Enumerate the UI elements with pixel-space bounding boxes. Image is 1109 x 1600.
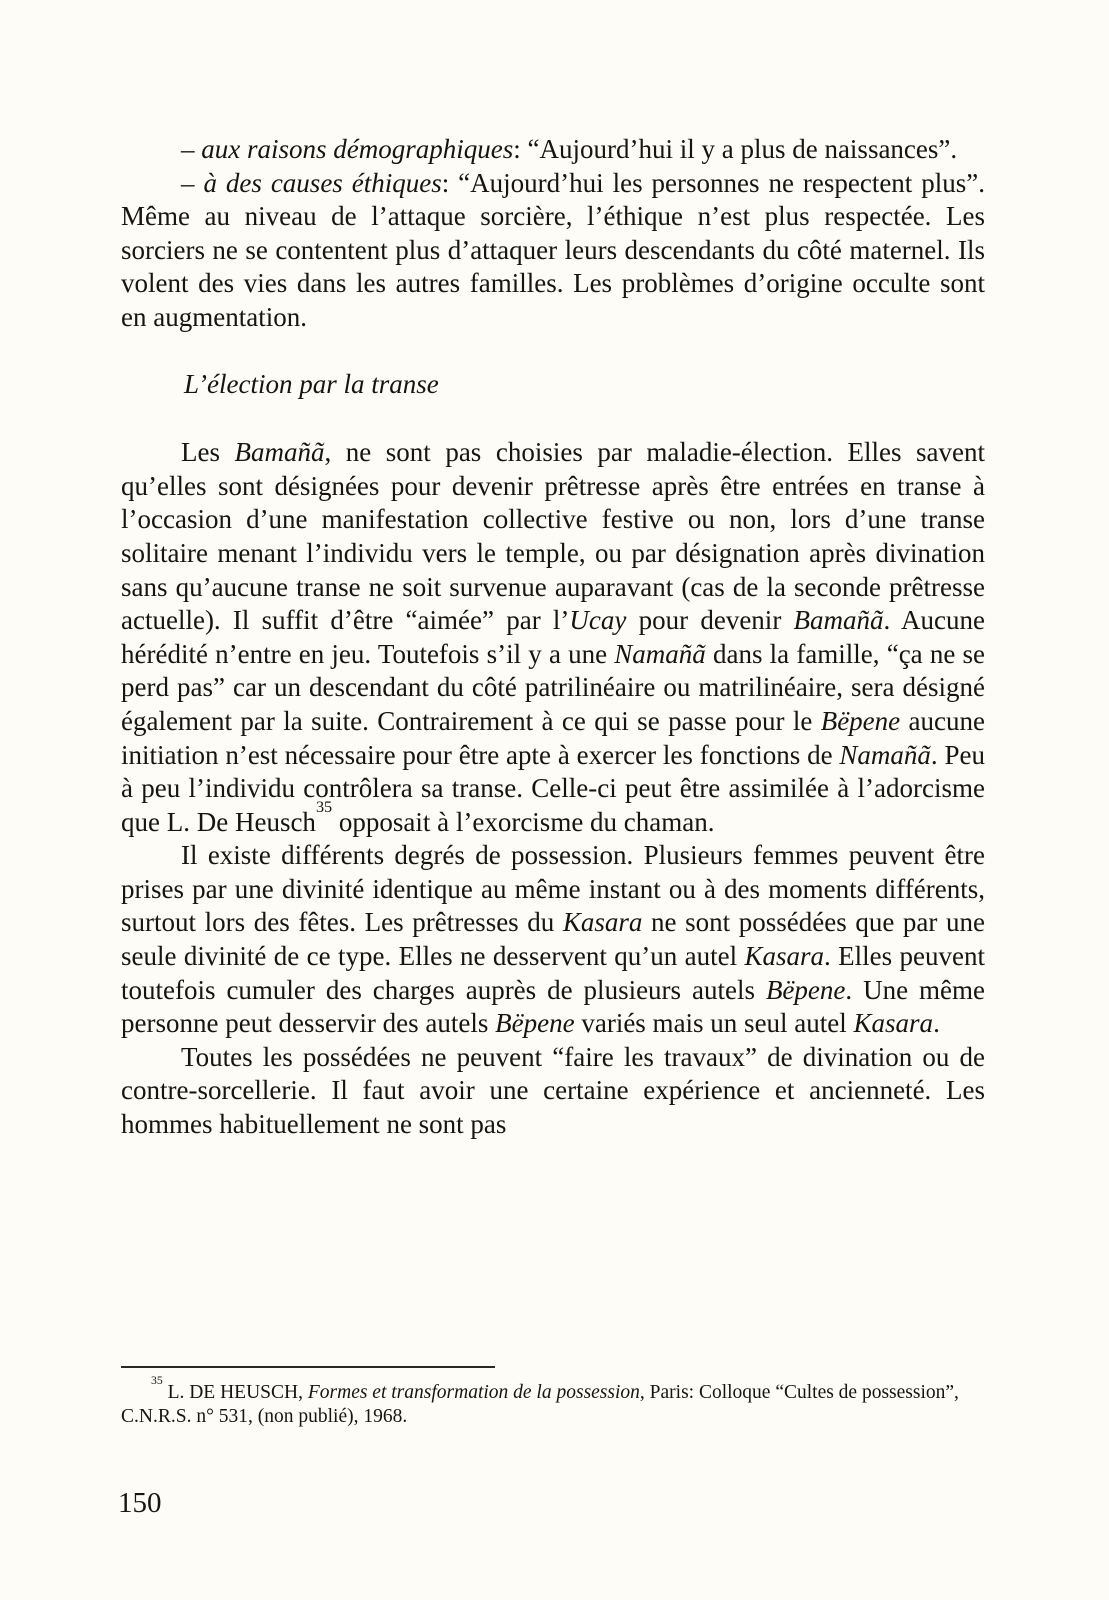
paragraph-travaux-divination xyxy=(121,1041,985,1142)
text-run: variés mais un seul autel xyxy=(574,1008,854,1039)
italic-text-run: Kasara xyxy=(744,941,824,972)
footnote-divider xyxy=(121,1366,495,1368)
italic-text-run: Namañã xyxy=(614,638,706,669)
paragraph-raisons-demographiques xyxy=(121,133,985,167)
italic-text-run: Formes et transformation de la possession xyxy=(307,1382,640,1403)
text-run: aucune initiation n’est nécessaire pour être apte à exercer les fonctions de xyxy=(121,705,985,770)
footnote-reference: 35 xyxy=(315,797,333,816)
text-run: . Peu à peu l’individu contrôlera sa transe. Celle-ci peut être assimilée à l’adorcisme que L. De Heusch xyxy=(121,739,985,837)
italic-text-run: L’élection par la transe xyxy=(184,368,439,399)
italic-text-run: Bëpene xyxy=(820,705,901,736)
footnote xyxy=(121,1374,987,1429)
text-run: L. DE HEUSCH, xyxy=(162,1382,308,1403)
italic-text-run: Bëpene xyxy=(495,1008,575,1039)
text-run: . Une même personne peut desservir des autels xyxy=(121,974,985,1039)
footnote-reference: 35 xyxy=(151,1374,163,1388)
italic-text-run: – aux raisons démographiques xyxy=(181,134,514,164)
text-run: . Elles peuvent toutefois cumuler des charges auprès de plusieurs autels xyxy=(121,941,985,1005)
paragraph-election-bamana xyxy=(121,436,985,839)
paragraph-degres-de-possession xyxy=(121,839,985,1041)
italic-text-run: Bamañã xyxy=(234,437,325,468)
text-run: Toutes les possédées ne peuvent “faire les travaux” de divination ou de contre-sorcellerie. Il faut avoir une certaine expérience et ancienneté. Les hommes habituellement ne sont pas xyxy=(121,1041,985,1140)
text-run: pour devenir xyxy=(626,605,794,636)
paragraph-causes-ethiques xyxy=(121,167,985,335)
text-run: . xyxy=(933,1008,940,1039)
italic-text-run: Namañã xyxy=(839,739,931,770)
text-run: opposait à l’exorcisme du chaman. xyxy=(332,806,715,837)
italic-text-run: Ucay xyxy=(569,605,627,636)
text-run: dans la famille, “ça ne se perd pas” car un descendant du côté patrilinéaire ou matrilinéaire, sera désigné également par la suite. Contrairement à ce qui se passe pour le xyxy=(121,638,985,736)
text-run: , ne sont pas choisies par maladie-élection. Elles savent qu’elles sont désignées pour devenir prêtresse après être entrées en transe à l’occasion d’une manifestation collective festive ou non, lors d’une transe solitaire menant l’individu vers le temple, ou par désignation après divination sans qu’aucune transe ne soit survenue auparavant (cas de la seconde prêtresse actuelle). Il suffit d’être “aimée” par l’ xyxy=(121,437,986,636)
page-number: 150 xyxy=(118,1487,162,1519)
footnote-area xyxy=(121,1366,987,1429)
text-run: . Aucune hérédité n’entre en jeu. Toutefois s’il y a une xyxy=(121,605,986,669)
text-run: : “Aujourd’hui les personnes ne respectent plus”. Même au niveau de l’attaque sorcière, l’éthique n’est plus respectée. Les sorciers ne se contentent plus d’attaquer leurs descendants du côté maternel. Ils volent des vies dans les autres familles. Les problèmes d’origine occulte sont en augmentation. xyxy=(121,167,985,332)
text-run: : “Aujourd’hui il y a plus de naissances”. xyxy=(513,134,958,164)
italic-text-run: – à des causes éthiques xyxy=(181,167,442,198)
italic-text-run: Bëpene xyxy=(765,974,846,1005)
italic-text-run: Bamañã xyxy=(793,605,884,636)
italic-text-run: Kasara xyxy=(853,1008,934,1039)
text-run: ne sont possédées que par une seule divinité de ce type. Elles ne desservent qu’un autel xyxy=(121,907,985,972)
text-run: , Paris: Colloque “Cultes de possession”, C.N.R.S. n° 531, (non publié), 1968. xyxy=(121,1382,959,1427)
body-text xyxy=(121,133,985,1142)
italic-text-run: Kasara xyxy=(562,907,643,938)
text-run: Il existe différents degrés de possession. Plusieurs femmes peuvent être prises par une divinité identique au même instant ou à des moments différents, surtout lors des fêtes. Les prêtresses du xyxy=(121,840,985,938)
text-run: Les xyxy=(181,437,235,468)
section-heading-election-par-la-transe xyxy=(121,368,985,402)
